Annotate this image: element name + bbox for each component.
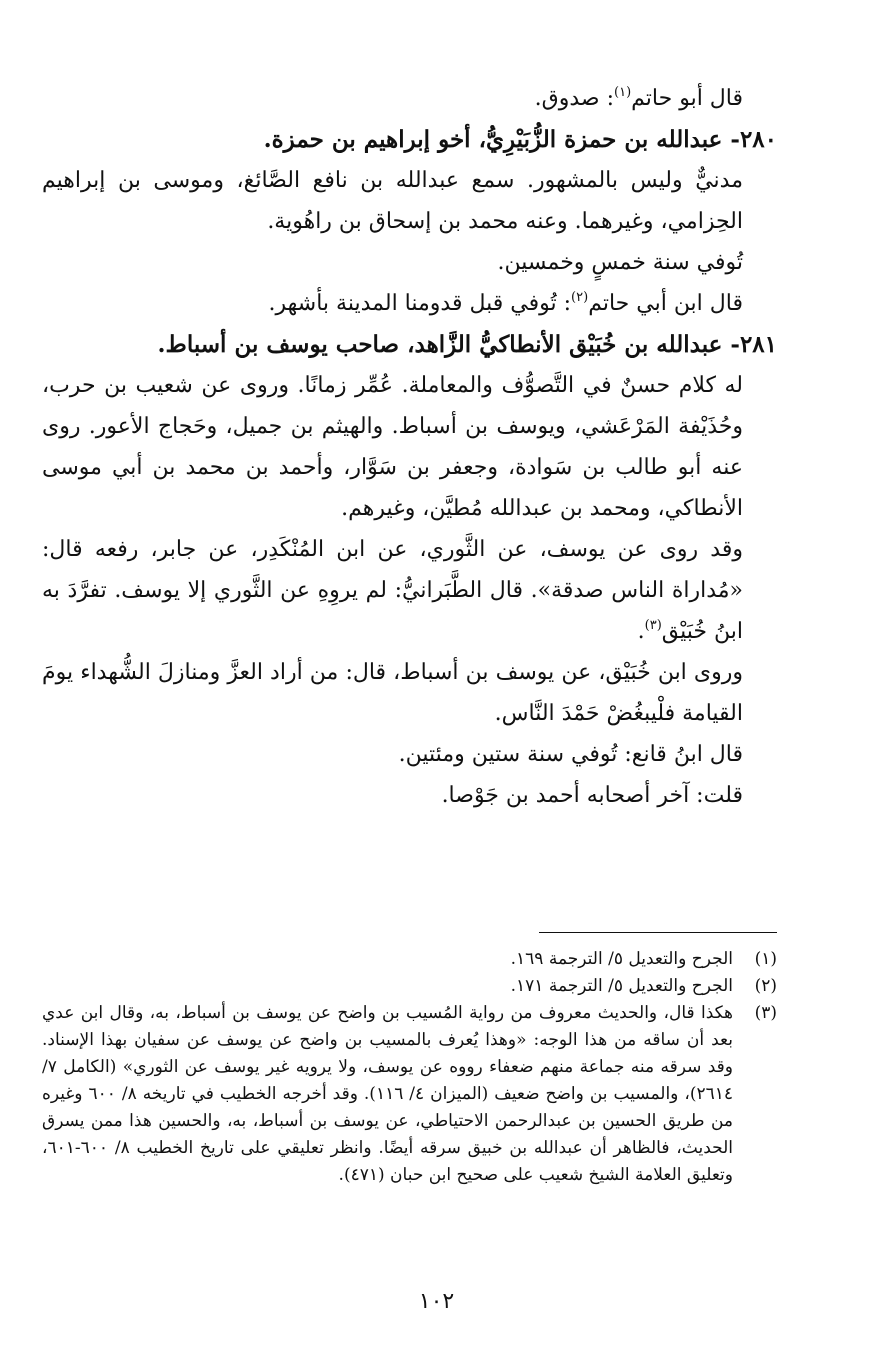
- footnote-divider: [539, 932, 777, 933]
- footnote-number: (٢): [754, 976, 777, 996]
- paragraph-8: وقد روى عن يوسف، عن الثَّوري، عن ابن المُنْكَدِر، عن جابر، رفعه قال: «مُداراة الناس صدقة». قال الطَّبَرانيُّ: لم يروِهِ عن الثَّوري إلا يوسف. تفرَّدَ به ابنُ خُبَيْق$^{(٣)}$.: [42, 537, 743, 644]
- paragraph-7: له كلام حسنٌ في التَّصوُّف والمعاملة. عُمِّر زمانًا. وروى عن شعيب بن حرب، وحُذَيْفة المَرْعَشي، ويوسف بن أسباط. والهيثم بن جميل، وحَجاج الأعور. روى عنه أبو طالب بن سَوادة، وجعفر بن سَوَّار، وأحمد بن محمد بن أبي موسى الأنطاكي، ومحمد بن عبدالله مُطيَّن، وغيرهم.: [42, 373, 743, 521]
- footnote-ref-3[interactable]: (٣): [644, 618, 662, 633]
- footnote-text: الجرح والتعديل ٥/ الترجمة ١٧١.: [510, 976, 733, 996]
- footnotes: [42, 946, 777, 1189]
- footnote-number: (٣): [754, 1003, 777, 1023]
- paragraph-3: مدنيٌّ وليس بالمشهور. سمع عبدالله بن نافع الصَّائغ، وموسى بن إبراهيم الحِزامي، وغيرهما. وعنه محمد بن إسحاق بن راهُوية.: [42, 168, 743, 234]
- footnote-1: [42, 946, 777, 973]
- paragraph-5: قال ابن أبي حاتم$^{(٢)}$: تُوفي قبل قدومنا المدينة بأشهر.: [268, 290, 743, 316]
- paragraph-1: قال أبو حاتم$^{(١)}$: صدوق.: [534, 85, 743, 111]
- paragraph-10: قال ابنُ قانع: تُوفي سنة ستين ومئتين.: [398, 742, 743, 767]
- main-text: [42, 78, 777, 816]
- page-number: ١٠٢: [418, 1289, 455, 1314]
- entry-heading-280: ٢٨٠- عبدالله بن حمزة الزُّبَيْرِيُّ، أخو إبراهيم بن حمزة.: [263, 126, 777, 153]
- entry-heading-281: ٢٨١- عبدالله بن خُبَيْق الأنطاكيُّ الزَّاهد، صاحب يوسف بن أسباط.: [157, 331, 777, 358]
- footnote-text: هكذا قال، والحديث معروف من رواية المُسيب بن واضح عن يوسف بن أسباط، به، وقال ابن عدي بعد أن ساقه من هذا الوجه: «وهذا يُعرف بالمسيب بن واضح عن يوسف عن سفيان بهذا الإسناد. وقد سرقه منه جماعة منهم ضعفاء رووه عن يوسف، ولا يرويه غير يوسف عن الثوري» (الكامل ٧/ ٢٦١٤)، والمسيب بن واضح ضعيف (الميزان ٤/ ١١٦). وقد أخرجه الخطيب في تاريخه ٨/ ٦٠٠ وغيره من طريق الحسين بن عبدالرحمن الاحتياطي، عن يوسف بن أسباط، به، والحسين هذا ممن يسرق الحديث، فالظاهر أن عبدالله بن خبيق سرقه أيضًا. وانظر تعليقي على تاريخ الخطيب ٨/ ٦٠٠-٦٠١، وتعليق العلامة الشيخ شعيب على صحيح ابن حبان (٤٧١).: [42, 1003, 734, 1185]
- paragraph-9: وروى ابن خُبَيْق، عن يوسف بن أسباط، قال: من أراد العزَّ ومنازلَ الشُّهداء يومَ القيامة فلْيبغُضْ حَمْدَ النَّاس.: [42, 660, 743, 726]
- footnote-text: الجرح والتعديل ٥/ الترجمة ١٦٩.: [510, 949, 733, 969]
- footnote-3: [42, 1000, 777, 1189]
- footnote-ref-2[interactable]: (٢): [571, 290, 589, 305]
- footnote-ref-1[interactable]: (١): [614, 85, 632, 100]
- paragraph-4: تُوفي سنة خمسٍ وخمسين.: [497, 250, 743, 275]
- footnote-2: [42, 973, 777, 1000]
- footnote-number: (١): [754, 949, 777, 969]
- paragraph-11: قلت: آخر أصحابه أحمد بن جَوْصا.: [441, 783, 743, 808]
